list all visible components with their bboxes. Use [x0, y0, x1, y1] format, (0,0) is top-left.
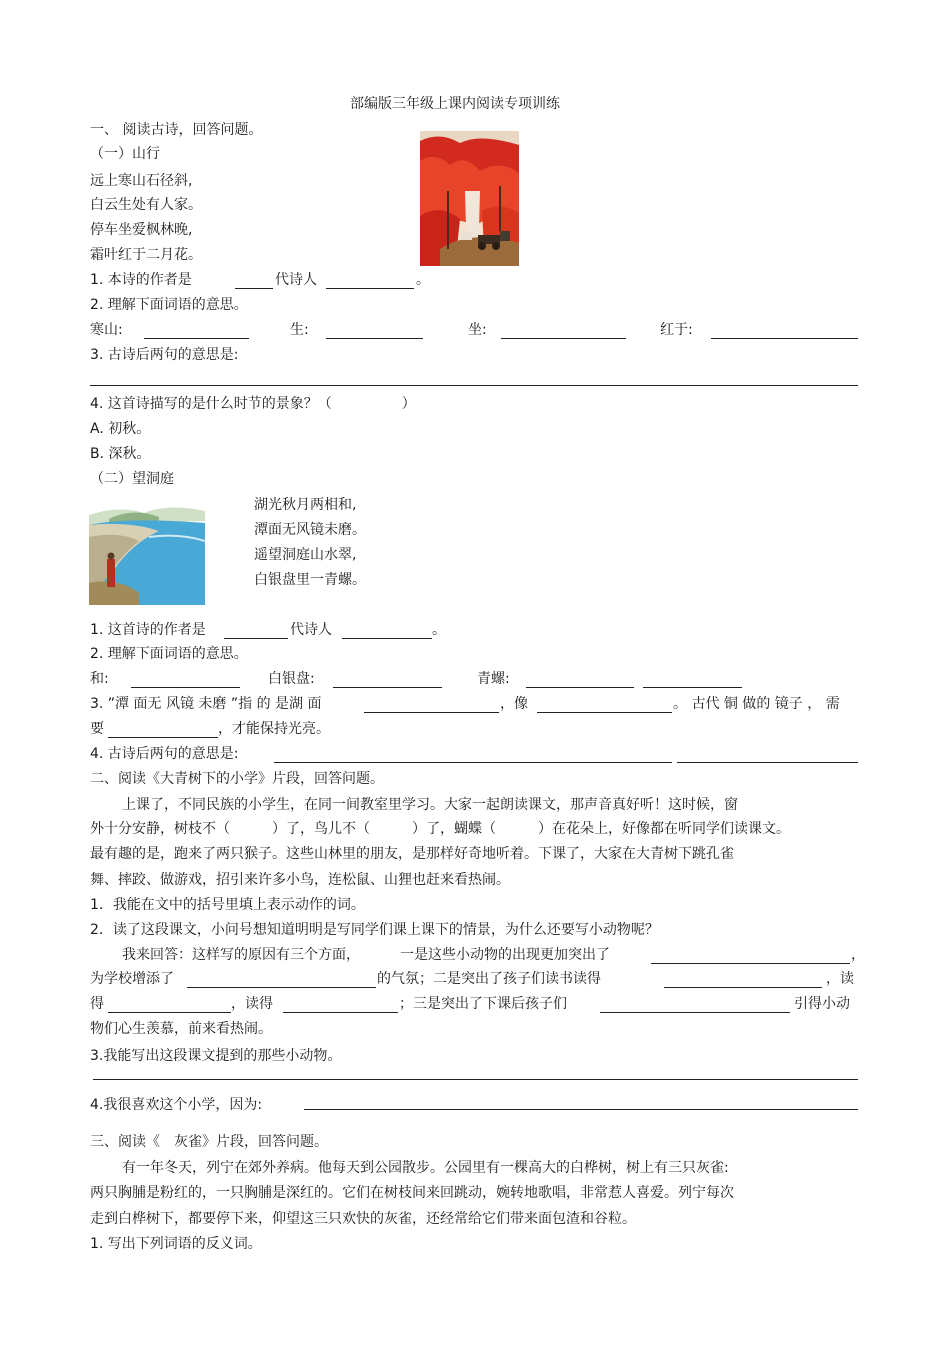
passage-line: 有一年冬天，列宁在郊外养病。他每天到公园散步。公园里有一棵高大的白桦树，树上有三只灰雀: — [122, 1160, 729, 1176]
term-label: 和: — [90, 671, 109, 687]
section2-question-4: 4.我很喜欢这个小学，因为: — [90, 1097, 263, 1113]
passage-line: 外十分安静，树枝不（ ）了，鸟儿不（ ）了，蝴蝶（ ）在花朵上，好像都在听同学们读课文。 — [90, 821, 790, 837]
question-4-prompt: 4. 这首诗描写的是什么时节的景象？（ ） — [90, 396, 416, 412]
passage-line: 走到白桦树下，都要停下来，仰望这三只欢快的灰雀，还经常给它们带来面包渣和谷粒。 — [90, 1211, 636, 1227]
poem1-line: 白云生处有人家。 — [90, 197, 202, 213]
poem2-line: 湖光秋月两相和, — [254, 497, 357, 513]
poem2-line: 遥望洞庭山水翠, — [254, 547, 357, 563]
poem2-question-1-dynasty-label: 代诗人 — [290, 622, 332, 638]
answer-line[interactable] — [274, 762, 672, 763]
poem2-question-3-text: ，像 — [500, 696, 528, 712]
passage-line: 两只胸脯是粉红的，一只胸脯是深红的。它们在树枝间来回跳动，婉转地歌唱，非常惹人喜爱。列宁每次 — [90, 1185, 734, 1201]
term-blank[interactable] — [326, 338, 423, 339]
dynasty-blank[interactable] — [326, 288, 414, 289]
section2-question-2: 2．读了这段课文，小问号想知道明明是写同学们课上课下的情景，为什么还要写小动物呢？ — [90, 922, 659, 938]
term-blank[interactable] — [501, 338, 626, 339]
poem1-line: 停车坐爱枫林晚, — [90, 222, 193, 238]
answer-text: ，读 — [826, 971, 854, 987]
poem2-title: （二）望洞庭 — [90, 471, 174, 487]
term-blank[interactable] — [711, 338, 858, 339]
answer-line[interactable] — [304, 1109, 858, 1110]
section3-heading: 三、阅读《 灰雀》片段，回答问题。 — [90, 1134, 328, 1150]
answer-text: 一是这些小动物的出现更加突出了 — [400, 947, 610, 963]
poem2-line: 白银盘里一青螺。 — [254, 572, 366, 588]
answer-blank[interactable] — [108, 737, 218, 738]
poem2-question-4-prompt: 4. 古诗后两句的意思是: — [90, 746, 239, 762]
author-blank[interactable] — [224, 638, 288, 639]
term-blank[interactable] — [144, 338, 249, 339]
poem1-title: （一）山行 — [90, 146, 160, 162]
section2-heading: 二、阅读《大青树下的小学》片段，回答问题。 — [90, 771, 384, 787]
dynasty-blank[interactable] — [342, 638, 432, 639]
section2-question-1: 1．我能在文中的括号里填上表示动作的词。 — [90, 897, 365, 913]
answer-text: ；三是突出了下课后孩子们 — [399, 996, 567, 1012]
poem2-question-3-text: 要 — [90, 721, 104, 737]
poem2-question-2-prompt: 2. 理解下面词语的意思。 — [90, 646, 248, 662]
answer-blank[interactable] — [187, 987, 376, 988]
answer-line[interactable] — [90, 385, 858, 386]
term-blank[interactable] — [526, 687, 634, 688]
answer-text: 的气氛；二是突出了孩子们读书读得 — [377, 971, 601, 987]
poem1-line: 霜叶红于二月花。 — [90, 247, 202, 263]
answer-text: 为学校增添了 — [90, 971, 174, 987]
section3-question-1: 1. 写出下列词语的反义词。 — [90, 1236, 262, 1252]
answer-text: 引得小动 — [794, 996, 850, 1012]
period: 。 — [416, 272, 430, 288]
question-3-prompt: 3. 古诗后两句的意思是: — [90, 347, 239, 363]
passage-line: 舞、摔跤、做游戏，招引来许多小鸟，连松鼠、山狸也赶来看热闹。 — [90, 872, 510, 888]
answer-blank[interactable] — [664, 987, 822, 988]
section1-heading: 一、 阅读古诗，回答问题。 — [90, 122, 263, 138]
term-label: 寒山: — [90, 322, 123, 338]
answer-blank[interactable] — [283, 1012, 398, 1013]
poem2-question-1-prompt: 1. 这首诗的作者是 — [90, 622, 206, 638]
term-label: 坐: — [468, 322, 487, 338]
passage-line: 上课了，不同民族的小学生，在同一间教室里学习。大家一起朗读课文，那声音真好听！这时候，窗 — [122, 797, 738, 813]
author-blank[interactable] — [235, 288, 273, 289]
term-label: 青螺: — [477, 671, 510, 687]
autumn-maple-illustration — [420, 131, 519, 266]
option-a: A. 初秋。 — [90, 421, 151, 437]
answer-text: 得 — [90, 996, 104, 1012]
section2-question-3: 3.我能写出这段课文提到的那些小动物。 — [90, 1048, 342, 1064]
question-1-dynasty-label: 代诗人 — [275, 272, 317, 288]
passage-line: 最有趣的是，跑来了两只猴子。这些山林里的朋友，是那样好奇地听着。下课了，大家在大青树下跳孔雀 — [90, 846, 734, 862]
term-label: 生: — [290, 322, 309, 338]
answer-blank[interactable] — [108, 1012, 231, 1013]
term-label: 红于: — [660, 322, 693, 338]
period: 。 — [432, 622, 446, 638]
poem2-line: 潭面无风镜未磨。 — [254, 522, 366, 538]
answer-text: 我来回答：这样写的原因有三个方面， — [122, 947, 360, 963]
lake-dongting-illustration — [89, 497, 205, 605]
answer-blank[interactable] — [364, 712, 499, 713]
poem2-question-3-text: ，才能保持光亮。 — [218, 721, 330, 737]
answer-text: 物们心生羡慕，前来看热闹。 — [90, 1021, 272, 1037]
term-label: 白银盘: — [268, 671, 315, 687]
term-blank[interactable] — [131, 687, 240, 688]
answer-text: ， — [851, 947, 865, 963]
answer-blank[interactable] — [537, 712, 672, 713]
poem2-question-3-prompt: 3. ”潭 面无 风镜 未磨 ”指 的 是湖 面 — [90, 696, 322, 712]
answer-line[interactable] — [677, 762, 858, 763]
question-2-prompt: 2. 理解下面词语的意思。 — [90, 297, 248, 313]
poem2-question-3-text: 。 古代 铜 做的 镜子 ， 需 — [673, 696, 840, 712]
poem1-line: 远上寒山石径斜, — [90, 173, 193, 189]
answer-blank[interactable] — [651, 963, 850, 964]
answer-line[interactable] — [93, 1079, 858, 1080]
answer-blank[interactable] — [600, 1012, 790, 1013]
term-blank[interactable] — [643, 687, 742, 688]
answer-text: ，读得 — [231, 996, 273, 1012]
page-title: 部编版三年级上课内阅读专项训练 — [350, 96, 560, 112]
question-1-prompt: 1. 本诗的作者是 — [90, 272, 192, 288]
option-b: B. 深秋。 — [90, 446, 151, 462]
term-blank[interactable] — [333, 687, 442, 688]
